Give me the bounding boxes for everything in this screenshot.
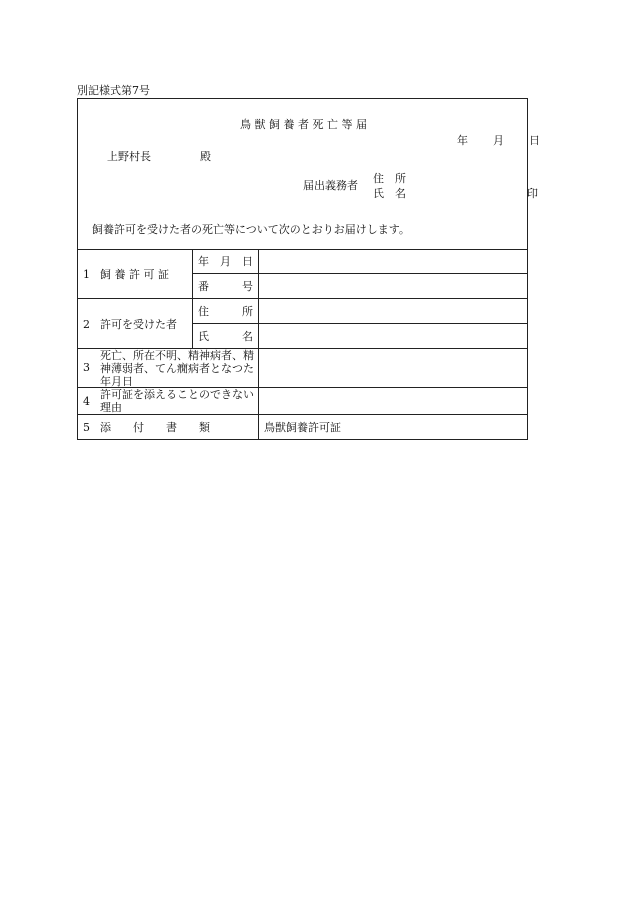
notifier-name-label: 氏 名 [373, 187, 406, 200]
notifier-address-label: 住 所 [373, 172, 406, 185]
row-label: 許可証を添えることのできない理由 [100, 388, 254, 414]
date-year: 年 [457, 134, 468, 147]
row2-mid-line [192, 323, 528, 324]
sub-label: 番 号 [198, 280, 253, 293]
row-label: 飼 養 許 可 証 [100, 268, 169, 281]
addressee-honorific: 殿 [200, 150, 211, 163]
row-number: 4 [83, 395, 90, 408]
row-number: 2 [83, 318, 90, 331]
row-number: 1 [83, 268, 90, 281]
date-day: 日 [529, 134, 540, 147]
form-title: 鳥 獣 飼 養 者 死 亡 等 届 [240, 118, 367, 131]
statement-text: 飼養許可を受けた者の死亡等について次のとおりお届けします。 [92, 223, 410, 236]
row-number: 3 [83, 361, 90, 374]
table-top-line [77, 249, 528, 250]
sub-label: 年 月 日 [198, 255, 253, 268]
date-month: 月 [493, 134, 504, 147]
sub-label: 氏 名 [198, 330, 253, 343]
addressee-name: 上野村長 [107, 150, 151, 163]
row-number: 5 [83, 421, 90, 434]
row1-bottom-line [77, 298, 528, 299]
row-label: 許可を受けた者 [100, 318, 177, 331]
attachment-value: 鳥獣飼養許可証 [264, 421, 341, 434]
row1-mid-line [192, 273, 528, 274]
label-divider [192, 249, 193, 348]
value-divider [258, 249, 259, 440]
row4-bottom-line [77, 414, 528, 415]
row-label: 死亡、所在不明、精神病者、精神薄弱者、てん癇病者となつた年月日 [100, 349, 254, 388]
sub-label: 住 所 [198, 305, 253, 318]
notifier-label: 届出義務者 [303, 179, 358, 192]
seal-mark: 印 [527, 187, 538, 200]
row-label: 添 付 書 類 [100, 421, 210, 434]
form-label: 別記様式第7号 [77, 84, 150, 97]
